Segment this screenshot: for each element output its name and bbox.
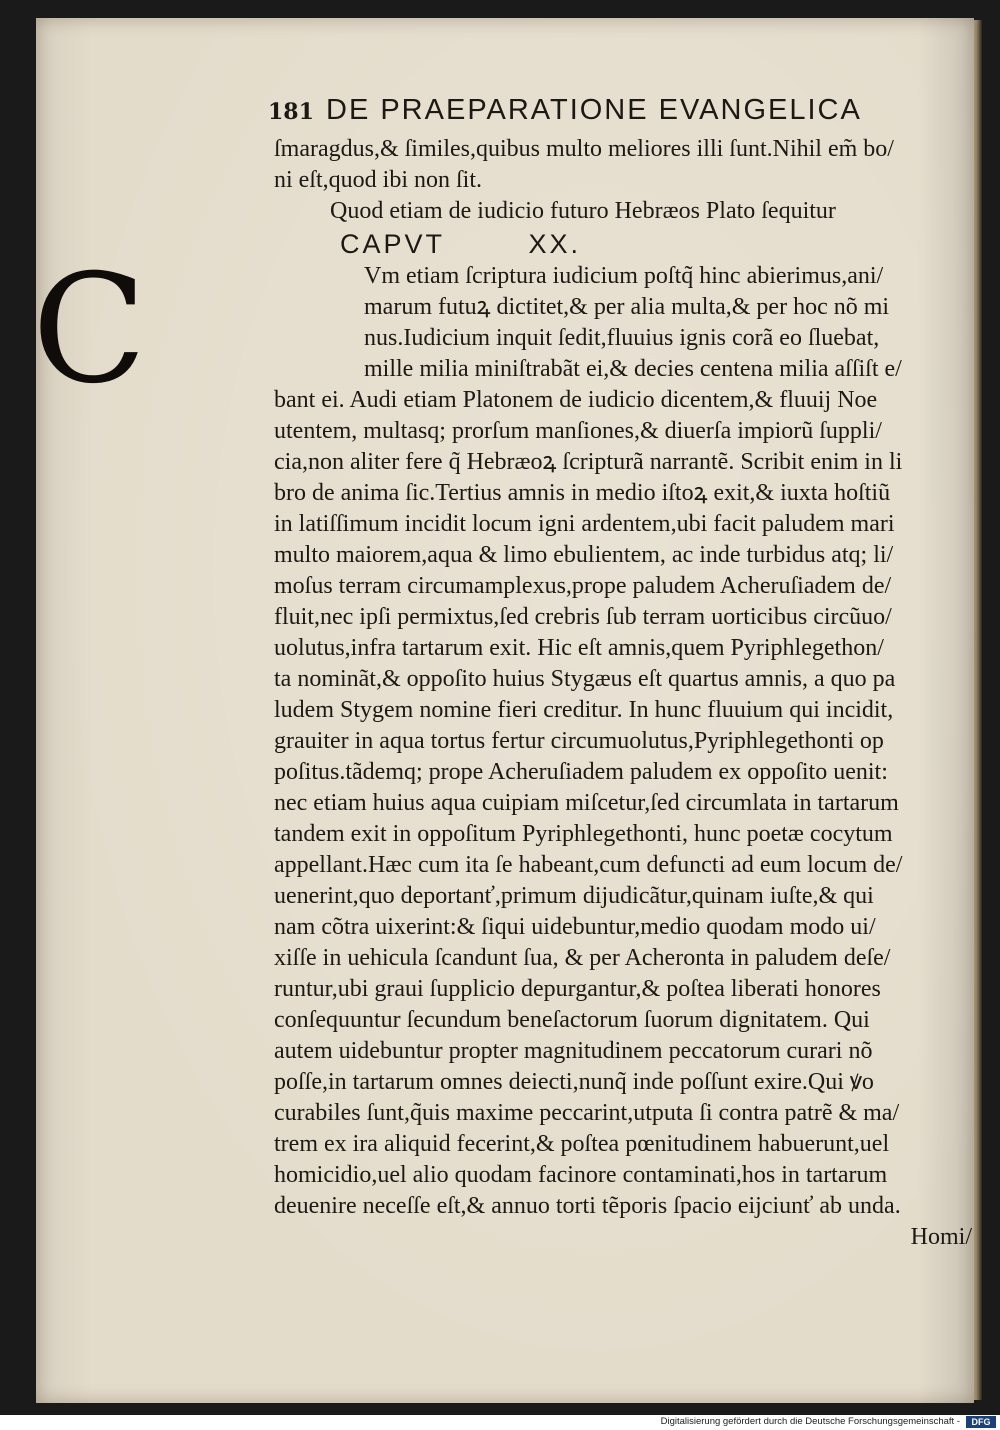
text-line: moſus terram circumamplexus,prope paludem Acheruſiadem de/ bbox=[274, 573, 892, 599]
text-line: appellant.Hæc cum ita ſe habeant,cum defuncti ad eum locum de/ bbox=[274, 852, 903, 878]
text-line: in latiſſimum incidit locum igni ardentem,ubi facit paludem mari bbox=[274, 511, 895, 537]
footer-bar bbox=[0, 1415, 1000, 1430]
chapter-heading: Quod etiam de iudicio futuro Hebræos Plato ſequitur bbox=[330, 198, 836, 224]
text-line: deuenire neceſſe eſt,& annuo torti tẽporis ſpacio eijciunť ab unda. bbox=[274, 1193, 901, 1219]
text-line: autem uidebuntur propter magnitudinem peccatorum curari nõ bbox=[274, 1038, 873, 1064]
text-line: nus.Iudicium inquit ſedit,fluuius ignis corã eo ſluebat, bbox=[364, 325, 880, 351]
funding-credit: Digitalisierung gefördert durch die Deutsche Forschungsgemeinschaft - bbox=[660, 1416, 960, 1427]
text-line: conſequuntur ſecundum beneſactorum ſuorum dignitatem. Qui bbox=[274, 1007, 870, 1033]
chapter-number: CAPVT XX. bbox=[340, 229, 582, 259]
drop-cap: C bbox=[32, 243, 147, 417]
running-title: DE PRAEPARATIONE EVANGELICA bbox=[326, 94, 862, 126]
text-line: uenerint,quo deportanť,primum dijudicãtur,quinam iuſte,& qui bbox=[274, 883, 874, 909]
text-line: bant ei. Audi etiam Platonem de iudicio dicentem,& fluuij Noe bbox=[274, 387, 878, 413]
text-line: ſmaragdus,& ſimiles,quibus multo meliores illi ſunt.Nihil em̃ bo/ bbox=[274, 136, 894, 162]
text-line: multo maiorem,aqua & limo ebulientem, ac inde turbidus atq; li/ bbox=[274, 542, 894, 568]
text-line: cia,non aliter fere q̃ Hebræoꝝ ſcripturã narrantẽ. Scribit enim in li bbox=[274, 449, 903, 475]
text-line: xiſſe in uehicula ſcandunt ſua, & per Acheronta in paludem deſe/ bbox=[274, 945, 891, 971]
text-line: grauiter in aqua tortus fertur circumuolutus,Pyriphlegethonti op bbox=[274, 728, 884, 754]
running-head bbox=[268, 94, 986, 134]
text-line: nam cõtra uixerint:& ſiqui uidebuntur,medio quodam modo ui/ bbox=[274, 914, 876, 940]
text-line: runtur,ubi graui ſupplicio depurgantur,& poſtea liberati honores bbox=[274, 976, 881, 1002]
catchword: Homi/ bbox=[910, 1224, 972, 1250]
text-line: ta nominãt,& oppoſito huius Stygæus eſt quartus amnis, a quo pa bbox=[274, 666, 896, 692]
text-line: poſſe,in tartarum omnes deiecti,nunq̃ inde poſſunt exire.Qui ꝟo bbox=[274, 1069, 874, 1095]
text-line: nec etiam huius aqua cuipiam miſcetur,ſed circumlata in tartarum bbox=[274, 790, 899, 816]
text-line: uolutus,infra tartarum exit. Hic eſt amnis,quem Pyriphlegethon/ bbox=[274, 635, 884, 661]
text-line: curabiles ſunt,q̃uis maxime peccarint,utputa ſi contra patrẽ & ma/ bbox=[274, 1100, 900, 1126]
page-number: 181 bbox=[268, 99, 314, 125]
text-block bbox=[268, 94, 986, 1253]
book-page bbox=[32, 18, 974, 1403]
text-line: ni eſt,quod ibi non ſit. bbox=[274, 167, 482, 193]
text-line: marum futuꝝ dictitet,& per alia multa,& per hoc nõ mi bbox=[364, 294, 890, 320]
text-line: fluit,nec ipſi permixtus,ſed crebris ſub terram uorticibus circũuo/ bbox=[274, 604, 892, 630]
text-line: poſitus.tãdemq; prope Acheruſiadem paludem ex oppoſito uenit: bbox=[274, 759, 888, 785]
text-line: utentem, multasq; prorſum manſiones,& diuerſa impiorũ ſuppli/ bbox=[274, 418, 882, 444]
dfg-logo: DFG bbox=[966, 1416, 996, 1428]
text-line: bro de anima ſic.Tertius amnis in medio iſtoꝝ exit,& iuxta hoſtiũ bbox=[274, 480, 891, 506]
text-line: ludem Stygem nomine fieri creditur. In hunc fluuium qui incidit, bbox=[274, 697, 894, 723]
text-line: homicidio,uel alio quodam facinore contaminati,hos in tartarum bbox=[274, 1162, 888, 1188]
text-line: Vm etiam ſcriptura iudicium poſtq̃ hinc abierimus,ani/ bbox=[364, 263, 884, 289]
text-line: trem ex ira aliquid fecerint,& poſtea pœnitudinem habuerunt,uel bbox=[274, 1131, 890, 1157]
text-line: mille milia miniſtrabãt ei,& decies centena milia aſſiſt e/ bbox=[364, 356, 902, 382]
text-line: tandem exit in oppoſitum Pyriphlegethonti, hunc poetæ cocytum bbox=[274, 821, 893, 847]
